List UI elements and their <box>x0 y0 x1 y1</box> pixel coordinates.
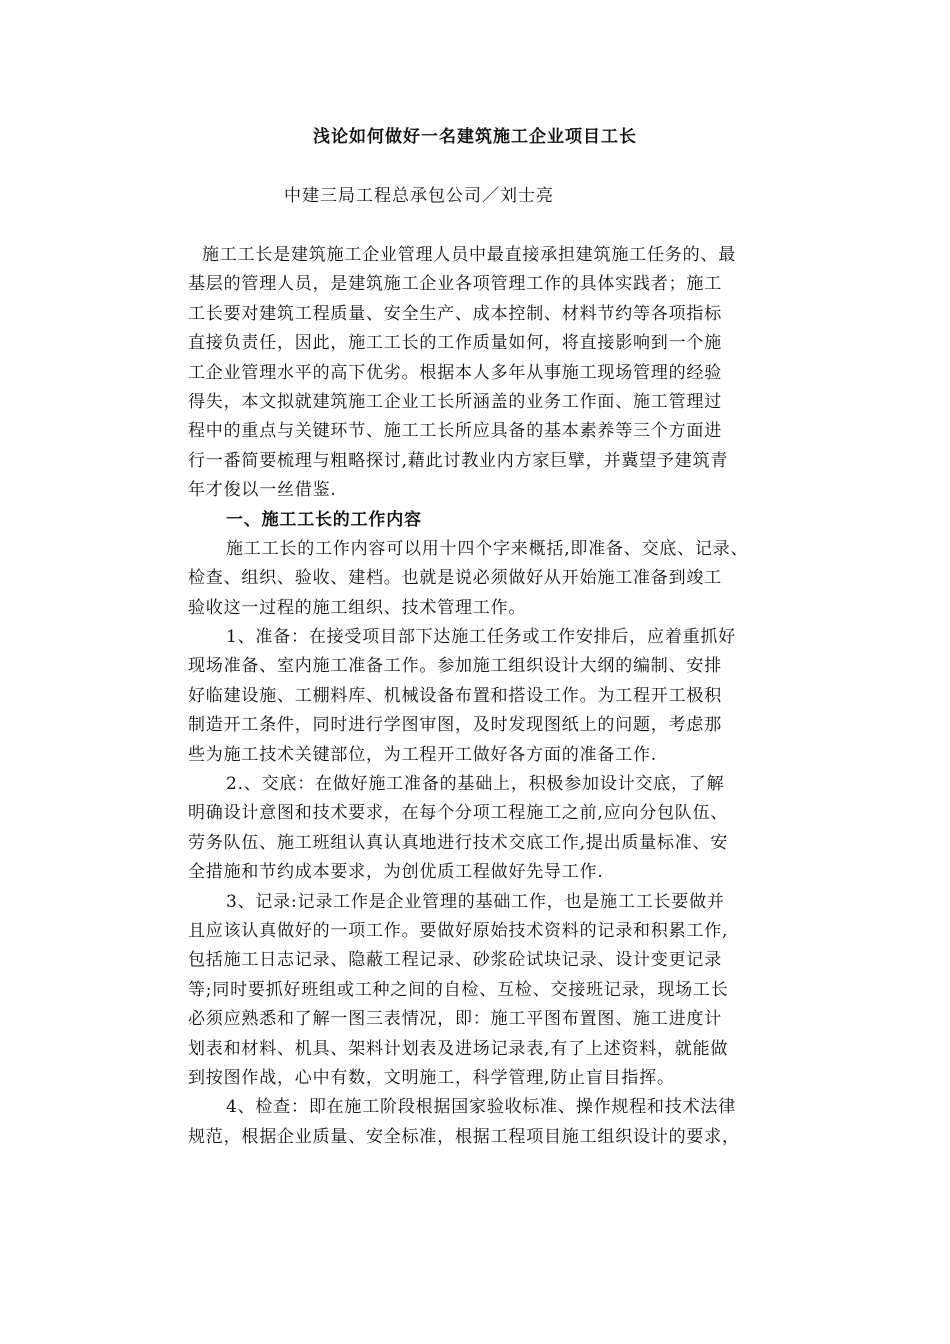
paragraph-line: 检查、组织、验收、建档。也就是说必须做好从开始施工准备到竣工 <box>188 568 722 589</box>
document-title: 浅论如何做好一名建筑施工企业项目工长 <box>313 127 637 147</box>
paragraph-line: 包括施工日志记录、隐蔽工程记录、砂浆砼试块记录、设计变更记录 <box>188 950 722 971</box>
paragraph-line: 必须应熟悉和了解一图三表情况，即：施工平图布置图、施工进度计 <box>188 1009 722 1030</box>
paragraph-line: 年才俊以一丝借鉴. <box>188 480 337 501</box>
paragraph-line: 得失，本文拟就建筑施工企业工长所涵盖的业务工作面、施工管理过 <box>188 391 722 412</box>
paragraph-line: 3、记录:记录工作是企业管理的基础工作，也是施工工长要做并 <box>226 891 725 912</box>
paragraph-line: 验收这一过程的施工组织、技术管理工作。 <box>188 597 527 618</box>
paragraph-line: 全措施和节约成本要求，为创优质工程做好先导工作. <box>188 862 604 883</box>
paragraph-line: 2.、交底：在做好施工准备的基础上，积极参加设计交底，了解 <box>226 774 725 795</box>
paragraph-line: 明确设计意图和技术要求，在每个分项工程施工之前,应向分包队伍、 <box>188 803 729 824</box>
paragraph-line: 且应该认真做好的一项工作。要做好原始技术资料的记录和积累工作, <box>188 920 729 941</box>
paragraph-line: 规范，根据企业质量、安全标准，根据工程项目施工组织设计的要求， <box>188 1126 740 1147</box>
paragraph-line: 等;同时要抓好班组或工种之间的自检、互检、交接班记录，现场工长 <box>188 979 729 1000</box>
paragraph-line: 施工工长的工作内容可以用十四个字来概括,即准备、交底、记录、 <box>226 538 749 559</box>
paragraph-line: 到按图作战，心中有数，文明施工，科学管理,防止盲目指挥。 <box>188 1067 675 1088</box>
paragraph-line: 基层的管理人员，是建筑施工企业各项管理工作的具体实践者；施工 <box>188 274 722 295</box>
paragraph-line: 直接负责任，因此，施工工长的工作质量如何，将直接影响到一个施 <box>188 333 722 354</box>
paragraph-line: 制造开工条件，同时进行学图审图，及时发现图纸上的问题，考虑那 <box>188 715 722 736</box>
paragraph-line: 些为施工技术关键部位，为工程开工做好各方面的准备工作. <box>188 744 658 765</box>
paragraph-line: 工长要对建筑工程质量、安全生产、成本控制、材料节约等各项指标 <box>188 303 722 324</box>
paragraph-line: 行一番简要梳理与粗略探讨,藉此讨教业内方家巨擘，并冀望予建筑青 <box>188 450 729 471</box>
document-author: 中建三局工程总承包公司／刘士亮 <box>284 186 554 206</box>
paragraph-line: 划表和材料、机具、架料计划表及进场记录表,有了上述资料，就能做 <box>188 1038 729 1059</box>
paragraph-line: 工企业管理水平的高下优劣。根据本人多年从事施工现场管理的经验 <box>188 362 722 383</box>
paragraph-line: 好临建设施、工棚料库、机械设备布置和搭设工作。为工程开工极积 <box>188 685 722 706</box>
section-heading: 一、施工工长的工作内容 <box>226 509 422 530</box>
paragraph-line: 程中的重点与关键环节、施工工长所应具备的基本素养等三个方面进 <box>188 421 722 442</box>
paragraph-line: 劳务队伍、施工班组认真认真地进行技术交底工作,提出质量标准、安 <box>188 832 729 853</box>
paragraph-line: 施工工长是建筑施工企业管理人员中最直接承担建筑施工任务的、最 <box>202 245 736 265</box>
document-body <box>188 241 788 1152</box>
paragraph-line: 1、准备：在接受项目部下达施工任务或工作安排后，应着重抓好 <box>226 627 737 648</box>
paragraph-line: 4、检查：即在施工阶段根据国家验收标准、操作规程和技术法律 <box>226 1097 737 1118</box>
paragraph-line: 现场准备、室内施工准备工作。参加施工组织设计大纲的编制、安排 <box>188 656 722 677</box>
